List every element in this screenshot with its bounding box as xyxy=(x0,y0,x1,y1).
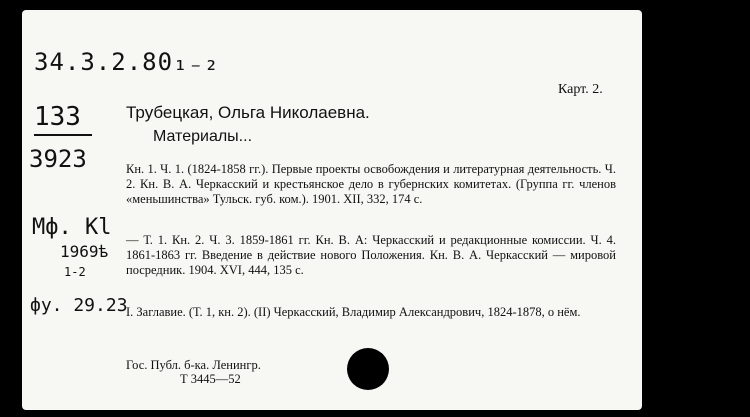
catalog-card xyxy=(22,10,642,410)
card-subtitle: Материалы... xyxy=(153,128,253,145)
handwritten-number-133: 133 xyxy=(34,102,81,132)
underline xyxy=(34,134,92,136)
volume-2-description: — Т. 1. Кн. 2. Ч. 3. 1859-1861 гг. Кн. В. А: Черкасский и редакционные комиссии. Ч. 4. 1861-1863 гг. Введение в действие нового Положения. Кн. В. А. Черкасский — мировой посредник. 1904. XVI, 444, 135 с. xyxy=(126,233,616,277)
volume-1-description: Кн. 1. Ч. 1. (1824-1858 гг.). Первые проекты освобождения и литературная деятельность. Ч. 2. Кн. В. А. Черкасский и крестьянское дело в губернских комитетах. (Группа гг. членов «меньшинства» Тульск. губ. ком.). 1901. XII, 332, 174 с. xyxy=(126,162,616,206)
punch-hole xyxy=(347,348,389,390)
card-title: Трубецкая, Ольга Николаевна. xyxy=(126,103,370,122)
handwritten-shelf-ref: 34.3.2.80₁₋₂ xyxy=(34,48,220,76)
card-number: Карт. 2. xyxy=(558,82,603,97)
handwritten-microfilm-year: 1969ѣ xyxy=(60,242,109,261)
library-name: Гос. Публ. б-ка. Ленингр. xyxy=(126,358,261,372)
library-code: Т 3445—52 xyxy=(180,372,241,386)
handwritten-microfilm-mark: Мф. Кl xyxy=(32,215,112,240)
subject-headings: I. Заглавие. (Т. 1, кн. 2). (II) Черкасский, Владимир Александрович, 1824-1878, о нём. xyxy=(126,305,581,319)
handwritten-number-3923: 3923 xyxy=(29,145,87,173)
handwritten-fav-mark: фу. 29.23 xyxy=(30,295,128,316)
handwritten-microfilm-parts: 1-2 xyxy=(64,265,86,279)
